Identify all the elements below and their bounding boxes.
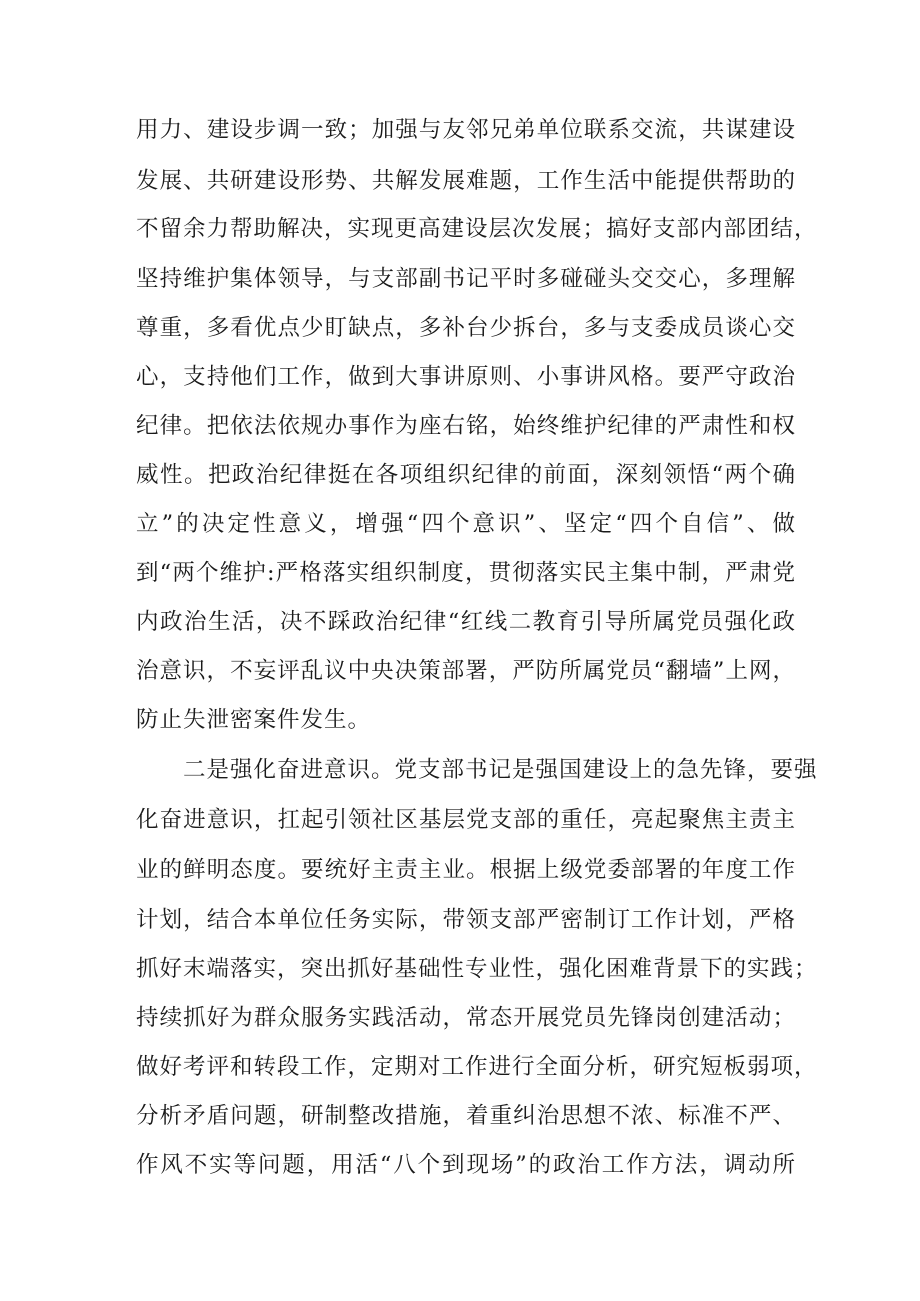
text-line: 内政治生活，决不踩政治纪律“红线二教育引导所属党员强化政	[136, 609, 796, 635]
text-line: 防止失泄密案件发生。	[136, 707, 372, 733]
text-line: 尊重，多看优点少盯缺点，多补台少拆台，多与支委成员谈心交	[136, 315, 796, 341]
text-line: 用力、建设步调一致；加强与友邻兄弟单位联系交流，共谋建设	[136, 117, 796, 143]
text-line: 业的鲜明态度。要统好主责主业。根据上级党委部署的年度工作	[136, 857, 796, 883]
text-line: 纪律。把依法依规办事作为座右铭，始终维护纪律的严肃性和权	[136, 413, 796, 439]
text-line: 做好考评和转段工作，定期对工作进行全面分析，研究短板弱项，	[136, 1054, 818, 1080]
text-line: 心，支持他们工作，做到大事讲原则、小事讲风格。要严守政治	[136, 364, 796, 390]
text-line: 威性。把政治纪律挺在各项组织纪律的前面，深刻领悟“两个确	[136, 462, 796, 488]
text-line: 发展、共研建设形势、共解发展难题，工作生活中能提供帮助的	[136, 168, 796, 194]
text-line: 抓好末端落实，突出抓好基础性专业性，强化困难背景下的实践；	[136, 956, 818, 982]
text-line: 不留余力帮助解决，实现更高建设层次发展；搞好支部内部团结，	[136, 216, 818, 242]
text-line: 持续抓好为群众服务实践活动，常态开展党员先锋岗创建活动；	[136, 1005, 796, 1031]
text-line: 到“两个维护:严格落实组织制度，贯彻落实民主集中制，严肃党	[136, 560, 796, 586]
text-line: 坚持维护集体领导，与支部副书记平时多碰碰头交交心，多理解	[136, 266, 796, 292]
text-line: 计划，结合本单位任务实际，带领支部严密制订工作计划，严格	[136, 907, 796, 933]
text-line: 立”的决定性意义，增强“四个意识”、坚定“四个自信”、做	[136, 511, 796, 537]
text-line: 化奋进意识，扛起引领社区基层党支部的重任，亮起聚焦主责主	[136, 807, 796, 833]
text-line: 治意识，不妄评乱议中央决策部署，严防所属党员“翻墙”上网，	[136, 658, 796, 684]
text-line: 作风不实等问题，用活“八个到现场”的政治工作方法，调动所	[136, 1152, 796, 1178]
text-line: 分析矛盾问题，研制整改措施，着重纠治思想不浓、标准不严、	[136, 1103, 796, 1129]
text-line: 二是强化奋进意识。党支部书记是强国建设上的急先锋，要强	[183, 757, 818, 783]
